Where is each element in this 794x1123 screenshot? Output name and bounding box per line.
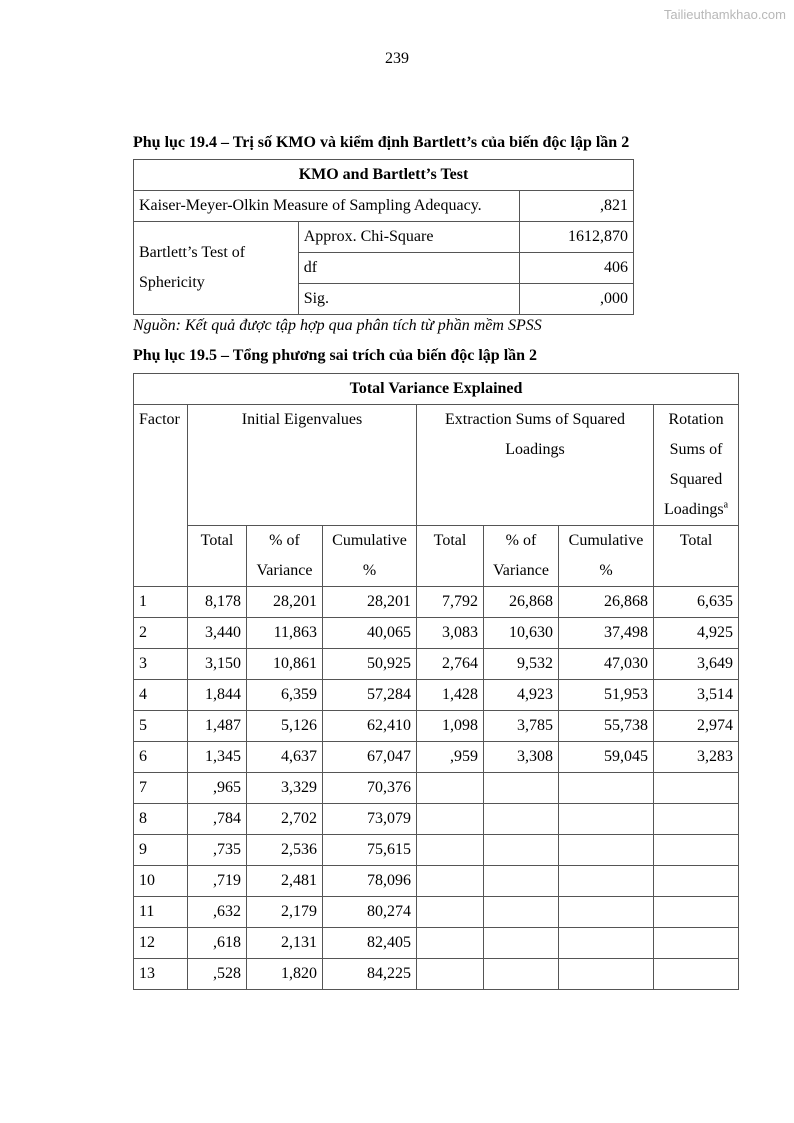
bartlett-stat-value: 406 <box>520 253 634 284</box>
table-title-row <box>134 160 634 191</box>
col-header-pct-variance <box>247 526 323 587</box>
factor-cell: 4 <box>134 680 188 711</box>
extraction-header <box>417 405 654 526</box>
value-cell <box>484 866 559 897</box>
factor-cell: 6 <box>134 742 188 773</box>
value-cell: 7,792 <box>417 587 484 618</box>
footnote-marker: a <box>723 499 729 511</box>
table-row <box>134 897 739 928</box>
header-row-groups <box>134 405 739 526</box>
value-cell: 3,514 <box>654 680 739 711</box>
value-cell: 2,974 <box>654 711 739 742</box>
value-cell <box>484 897 559 928</box>
value-cell <box>654 959 739 990</box>
col-header-line: Variance <box>493 562 549 579</box>
factor-cell: 9 <box>134 835 188 866</box>
value-cell: 26,868 <box>484 587 559 618</box>
kmo-label: Kaiser-Meyer-Olkin Measure of Sampling Adequacy. <box>134 191 520 222</box>
col-header-line: Cumulative <box>568 532 644 549</box>
bartlett-stat-label: Sig. <box>298 284 519 315</box>
bartlett-label-line2: Sphericity <box>139 274 205 291</box>
appendix-19-4-heading: Phụ lục 19.4 – Trị số KMO và kiểm định Bartlett’s của biến độc lập lần 2 <box>133 134 630 151</box>
value-cell <box>417 866 484 897</box>
bartlett-label <box>134 222 299 315</box>
factor-cell: 1 <box>134 587 188 618</box>
value-cell: 10,630 <box>484 618 559 649</box>
col-header-line: % <box>599 562 613 579</box>
table-row <box>134 773 739 804</box>
value-cell: 84,225 <box>323 959 417 990</box>
value-cell <box>559 928 654 959</box>
bartlett-row <box>134 222 634 253</box>
rotation-header <box>654 405 739 526</box>
factor-header: Factor <box>134 405 188 587</box>
value-cell: 50,925 <box>323 649 417 680</box>
value-cell: 4,637 <box>247 742 323 773</box>
value-cell: 1,428 <box>417 680 484 711</box>
value-cell: 55,738 <box>559 711 654 742</box>
value-cell: 1,820 <box>247 959 323 990</box>
value-cell: 2,481 <box>247 866 323 897</box>
value-cell: 2,536 <box>247 835 323 866</box>
table-row <box>134 711 739 742</box>
source-note: Nguồn: Kết quả được tập hợp qua phân tích từ phần mềm SPSS <box>133 317 542 334</box>
value-cell: 28,201 <box>247 587 323 618</box>
value-cell: 70,376 <box>323 773 417 804</box>
value-cell: ,784 <box>188 804 247 835</box>
bartlett-stat-value: 1612,870 <box>520 222 634 253</box>
rotation-header-line1: Rotation <box>668 411 724 428</box>
value-cell: 3,083 <box>417 618 484 649</box>
value-cell: ,719 <box>188 866 247 897</box>
value-cell: 4,923 <box>484 680 559 711</box>
value-cell: 2,131 <box>247 928 323 959</box>
extraction-header-line2: Loadings <box>505 441 565 458</box>
value-cell <box>484 835 559 866</box>
table-row <box>134 804 739 835</box>
value-cell: ,735 <box>188 835 247 866</box>
value-cell: 10,861 <box>247 649 323 680</box>
kmo-value: ,821 <box>520 191 634 222</box>
value-cell <box>417 928 484 959</box>
value-cell: ,632 <box>188 897 247 928</box>
value-cell: 2,179 <box>247 897 323 928</box>
watermark: Tailieuthamkhao.com <box>663 7 786 22</box>
value-cell: ,618 <box>188 928 247 959</box>
factor-cell: 5 <box>134 711 188 742</box>
value-cell: 28,201 <box>323 587 417 618</box>
appendix-19-5-heading: Phụ lục 19.5 – Tổng phương sai trích của biến độc lập lần 2 <box>133 347 538 364</box>
value-cell <box>559 866 654 897</box>
table-row <box>134 959 739 990</box>
value-cell: 51,953 <box>559 680 654 711</box>
value-cell: 82,405 <box>323 928 417 959</box>
value-cell: 3,649 <box>654 649 739 680</box>
factor-cell: 8 <box>134 804 188 835</box>
value-cell: 62,410 <box>323 711 417 742</box>
value-cell: 73,079 <box>323 804 417 835</box>
value-cell: 2,702 <box>247 804 323 835</box>
value-cell: 3,329 <box>247 773 323 804</box>
value-cell: 1,345 <box>188 742 247 773</box>
bartlett-stat-label: df <box>298 253 519 284</box>
value-cell: 26,868 <box>559 587 654 618</box>
tve-table-title: Total Variance Explained <box>134 374 739 405</box>
value-cell <box>484 804 559 835</box>
factor-cell: 10 <box>134 866 188 897</box>
col-header-line: % <box>362 562 377 579</box>
table-row <box>134 835 739 866</box>
bartlett-stat-label: Approx. Chi-Square <box>298 222 519 253</box>
value-cell <box>654 928 739 959</box>
tve-body <box>134 587 739 990</box>
value-cell <box>484 928 559 959</box>
rotation-header-loadings: Loadings <box>664 501 724 518</box>
col-header-pct-variance <box>484 526 559 587</box>
col-header-cumulative <box>559 526 654 587</box>
value-cell <box>559 897 654 928</box>
col-header-total: Total <box>417 526 484 587</box>
value-cell: ,528 <box>188 959 247 990</box>
value-cell <box>484 773 559 804</box>
initial-eigenvalues-header: Initial Eigenvalues <box>188 405 417 526</box>
kmo-bartlett-table <box>133 159 634 315</box>
value-cell: 3,283 <box>654 742 739 773</box>
value-cell <box>654 866 739 897</box>
value-cell <box>559 804 654 835</box>
value-cell: 3,440 <box>188 618 247 649</box>
value-cell: 2,764 <box>417 649 484 680</box>
rotation-header-line3: Squared <box>669 471 723 488</box>
value-cell <box>484 959 559 990</box>
value-cell: 3,785 <box>484 711 559 742</box>
col-header-line: % of <box>269 532 300 549</box>
table-row <box>134 928 739 959</box>
total-variance-table <box>133 373 739 990</box>
value-cell: 6,359 <box>247 680 323 711</box>
value-cell: 37,498 <box>559 618 654 649</box>
value-cell: 78,096 <box>323 866 417 897</box>
value-cell: 8,178 <box>188 587 247 618</box>
col-header-total: Total <box>654 526 739 587</box>
value-cell <box>654 773 739 804</box>
header-row-columns <box>134 526 739 587</box>
page-number: 239 <box>385 50 409 67</box>
value-cell <box>417 804 484 835</box>
factor-cell: 2 <box>134 618 188 649</box>
table-title-row <box>134 374 739 405</box>
value-cell: 59,045 <box>559 742 654 773</box>
table-row <box>134 649 739 680</box>
factor-cell: 7 <box>134 773 188 804</box>
table-row <box>134 618 739 649</box>
value-cell: 4,925 <box>654 618 739 649</box>
extraction-header-line1: Extraction Sums of Squared <box>445 411 625 428</box>
value-cell: 40,065 <box>323 618 417 649</box>
value-cell <box>654 897 739 928</box>
value-cell: 6,635 <box>654 587 739 618</box>
value-cell <box>559 835 654 866</box>
value-cell: 1,844 <box>188 680 247 711</box>
value-cell <box>559 959 654 990</box>
table-row <box>134 680 739 711</box>
bartlett-label-line1: Bartlett’s Test of <box>139 244 246 261</box>
value-cell: 1,098 <box>417 711 484 742</box>
value-cell <box>559 773 654 804</box>
factor-cell: 12 <box>134 928 188 959</box>
col-header-total: Total <box>188 526 247 587</box>
value-cell: 75,615 <box>323 835 417 866</box>
value-cell: 3,308 <box>484 742 559 773</box>
col-header-line: % of <box>505 532 537 549</box>
kmo-table-title: KMO and Bartlett’s Test <box>134 160 634 191</box>
value-cell: 80,274 <box>323 897 417 928</box>
value-cell <box>417 773 484 804</box>
kmo-row <box>134 191 634 222</box>
value-cell <box>417 835 484 866</box>
col-header-cumulative <box>323 526 417 587</box>
value-cell: 3,150 <box>188 649 247 680</box>
value-cell: 1,487 <box>188 711 247 742</box>
value-cell: 9,532 <box>484 649 559 680</box>
value-cell: 47,030 <box>559 649 654 680</box>
table-row <box>134 866 739 897</box>
value-cell <box>654 804 739 835</box>
table-row <box>134 587 739 618</box>
bartlett-stat-value: ,000 <box>520 284 634 315</box>
value-cell <box>654 835 739 866</box>
value-cell: ,965 <box>188 773 247 804</box>
value-cell <box>417 897 484 928</box>
col-header-line: Cumulative <box>332 532 407 549</box>
factor-cell: 11 <box>134 897 188 928</box>
value-cell <box>417 959 484 990</box>
value-cell: 57,284 <box>323 680 417 711</box>
table-row <box>134 742 739 773</box>
value-cell: 11,863 <box>247 618 323 649</box>
value-cell: ,959 <box>417 742 484 773</box>
rotation-header-line4 <box>659 495 733 525</box>
col-header-line: Variance <box>256 562 313 579</box>
rotation-header-line2: Sums of <box>669 441 723 458</box>
factor-cell: 13 <box>134 959 188 990</box>
value-cell: 5,126 <box>247 711 323 742</box>
value-cell: 67,047 <box>323 742 417 773</box>
factor-cell: 3 <box>134 649 188 680</box>
